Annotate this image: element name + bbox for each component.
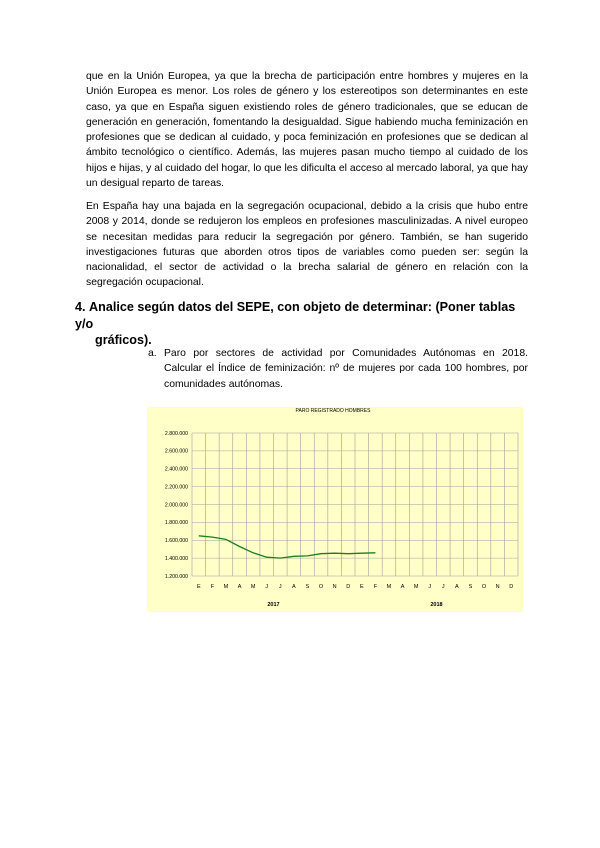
list-item-marker: a. xyxy=(148,348,157,359)
section-title-line1: Analice según datos del SEPE, con objeto de determinar: (Poner tablas y/o xyxy=(75,300,516,331)
x-tick-label: J xyxy=(278,584,282,590)
x-tick-label: D xyxy=(509,584,514,590)
y-tick-label: 1.800.000 xyxy=(164,520,188,527)
x-tick-label: A xyxy=(455,584,459,590)
y-tick-label: 1.400.000 xyxy=(164,555,188,562)
x-tick-label: M xyxy=(386,584,392,590)
unemployment-line-chart xyxy=(147,407,523,612)
y-tick-label: 2.000.000 xyxy=(164,502,188,509)
x-tick-label: M xyxy=(223,584,229,590)
y-tick-label: 2.800.000 xyxy=(164,430,188,437)
x-tick-label: N xyxy=(495,584,500,590)
y-tick-label: 2.600.000 xyxy=(164,448,188,455)
y-tick-label: 1.600.000 xyxy=(164,538,188,545)
x-tick-label: S xyxy=(305,584,310,590)
x-tick-label: O xyxy=(481,584,487,590)
y-tick-label: 2.400.000 xyxy=(164,466,188,473)
list-item-text: Paro por sectores de actividad por Comunidades Autónomas en 2018. Calcular el Índice de feminización: nº de mujeres por cada 100 hombres, por comunidades autónomas. xyxy=(164,348,528,390)
x-tick-label: E xyxy=(359,584,364,590)
x-tick-label: A xyxy=(400,584,405,590)
x-tick-label: O xyxy=(318,584,324,590)
x-tick-label: A xyxy=(237,584,242,590)
year-label: 2017 xyxy=(267,602,280,608)
section-number: 4. xyxy=(75,300,86,314)
x-tick-label: E xyxy=(196,584,201,590)
body-paragraph: En España hay una bajada en la segregación ocupacional, debido a la crisis que hubo entre 2008 y 2014, donde se redujeron los empleos en profesiones masculinizadas. A nivel europeo se necesitan medidas para reducir la segregación por género. También, se han sugerido investigaciones futuras que aborden otros tipos de variables como pueden ser: según la nacionalidad, el sector de actividad o la brecha salarial de género en relación con la segregación ocupacional. xyxy=(86,201,528,289)
x-tick-label: F xyxy=(210,584,215,590)
y-tick-label: 1.200.000 xyxy=(164,573,188,580)
x-tick-label: M xyxy=(250,584,256,590)
x-tick-label: J xyxy=(441,584,445,590)
year-label: 2018 xyxy=(430,602,443,608)
x-tick-label: J xyxy=(428,584,432,590)
x-tick-label: J xyxy=(265,584,269,590)
x-tick-label: S xyxy=(468,584,473,590)
x-tick-label: N xyxy=(332,584,337,590)
section-title-line2: gráficos). xyxy=(95,333,152,347)
x-tick-label: A xyxy=(292,584,296,590)
x-tick-label: D xyxy=(346,584,351,590)
list-item xyxy=(148,346,528,392)
chart-title: PARO REGISTRADO HOMBRES xyxy=(295,408,371,414)
chart-background xyxy=(147,407,523,612)
section-heading xyxy=(75,299,535,349)
y-tick-label: 2.200.000 xyxy=(164,484,188,491)
x-tick-label: F xyxy=(373,584,378,590)
x-tick-label: M xyxy=(413,584,419,590)
body-paragraph: que en la Unión Europea, ya que la brecha de participación entre hombres y mujeres en la Unión Europea es menor. Los roles de género y los estereotipos son determinantes en este caso, ya que en España siguen existiendo roles de género tradicionales, que se educan de generación en generación, fomentando la desigualdad. Sigue habiendo mucha feminización en profesiones que se dedican al cuidado, y poca feminización en profesiones que se dedican al ámbito tecnológico o científico. Además, las mujeres pasan mucho tiempo al cuidado de los hijos e hijas, y al cuidado del hogar, lo que les dificulta el acceso al mercado laboral, ya que hay un desigual reparto de tareas. xyxy=(86,71,528,190)
